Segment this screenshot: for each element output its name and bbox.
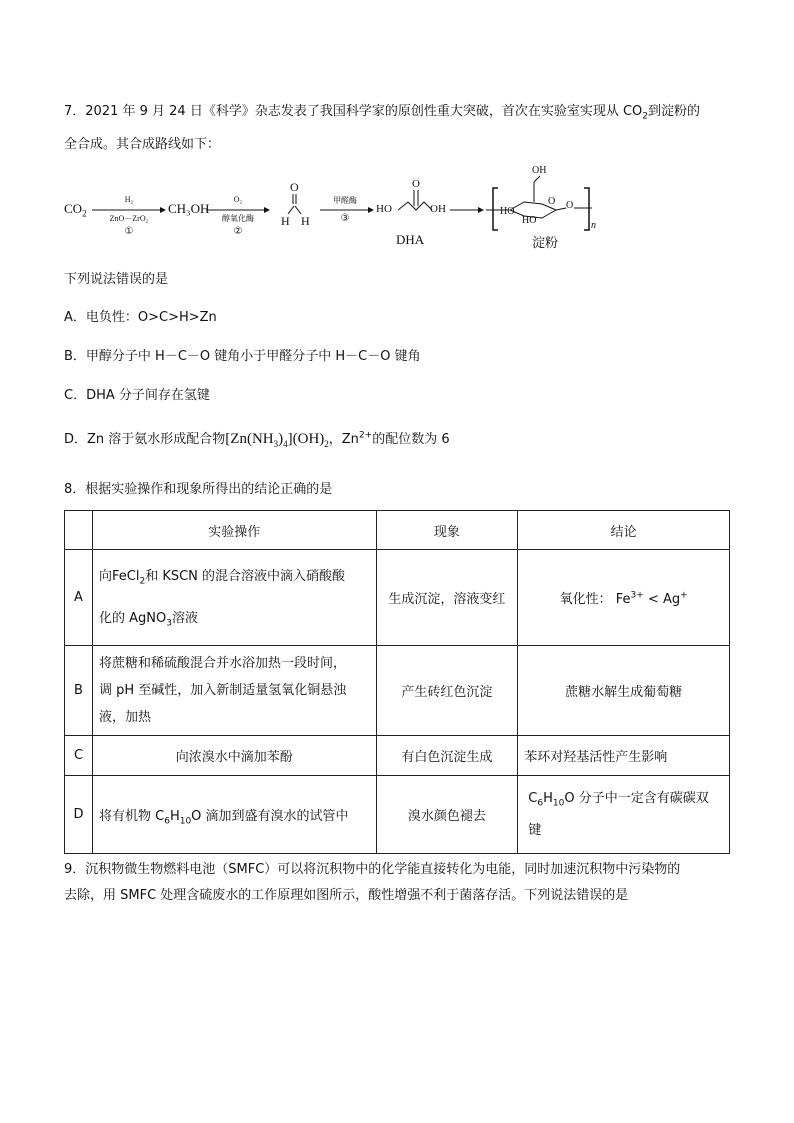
header-phenomenon: 现象 [376, 511, 518, 550]
starch-ho1: HO [500, 206, 515, 217]
row-label: B [65, 646, 93, 736]
arrow1-reagent: H₂ [124, 195, 134, 204]
row-phenomenon: 有白色沉淀生成 [376, 736, 518, 776]
row-operation: 将蔗糖和稀硫酸混合并水浴加热一段时间， 调 pH 至碱性，加入新制适量氢氧化铜悬浊 液，加热 [92, 646, 376, 736]
formaldehyde-o: O [290, 180, 299, 194]
starch-ring-o: O [548, 196, 556, 207]
table-row [65, 736, 730, 776]
scheme-methanol: CH₃OH [168, 201, 210, 216]
row-label: A [65, 550, 93, 646]
table-row [65, 776, 730, 854]
header-conclusion: 结论 [518, 511, 730, 550]
q7-option-d: D．Zn 溶于氨水形成配合物$[Zn(NH_3)_4](OH)_2$，$Zn^{2+}$的配位数为 6 [64, 430, 450, 449]
row-label: D [65, 776, 93, 854]
formaldehyde-h2: H [301, 214, 310, 228]
starch-oh: OH [532, 165, 547, 176]
dha-label: DHA [396, 232, 425, 247]
experiment-table [64, 510, 730, 854]
q7-option-b: B．甲醇分子中 H－C－O 键角小于甲醛分子中 H－C－O 键角 [64, 349, 421, 364]
q7-prompt: 下列说法错误的是 [64, 272, 169, 287]
arrow1-catalyst: ZnO－ZrO₂ [109, 214, 149, 223]
row-label: C [65, 736, 93, 776]
row-phenomenon: 生成沉淀，溶液变红 [376, 550, 518, 646]
table-row [65, 550, 730, 646]
header-blank [65, 511, 93, 550]
dha-o: O [412, 178, 420, 190]
starch-n: n [591, 220, 596, 231]
formaldehyde-h1: H [281, 214, 290, 228]
q7-line2: 全合成。其合成路线如下： [64, 137, 221, 152]
row-operation: 向浓溴水中滴加苯酚 [92, 736, 376, 776]
row-operation: 将有机物 $C_6H_{10}O$ 滴加到盛有溴水的试管中 [92, 776, 376, 854]
q9-line1: 9．沉积物微生物燃料电池（SMFC）可以将沉积物中的化学能直接转化为电能，同时加速沉积物中污染物的 [64, 862, 681, 877]
q7-option-c: C．DHA 分子间存在氢键 [64, 388, 210, 403]
row-phenomenon: 溴水颜色褪去 [376, 776, 518, 854]
arrow2-reagent: O₂ [233, 195, 243, 204]
arrow2-enzyme: 醇氧化酶 [222, 214, 254, 223]
row-operation: 向FeCl$_2$和 KSCN 的混合溶液中滴入硝酸酸 化的 AgNO$_3$溶液 [92, 550, 376, 646]
q9-line2: 去除，用 SMFC 处理含硫废水的工作原理如图所示，酸性增强不利于菌落存活。下列说法错误的是 [64, 888, 629, 903]
starch-label: 淀粉 [532, 236, 559, 251]
starch-link-o: O [566, 200, 574, 211]
row-conclusion: 苯环对羟基活性产生影响 [518, 736, 730, 776]
row-conclusion: 氧化性： $Fe^{3+} < Ag^+$ [518, 550, 730, 646]
dha-ho: HO [376, 203, 392, 215]
table-row [65, 646, 730, 736]
row-phenomenon: 产生砖红色沉淀 [376, 646, 518, 736]
header-operation: 实验操作 [92, 511, 376, 550]
row-conclusion: $C_6H_{10}O$ 分子中一定含有碳碳双 键 [518, 776, 730, 854]
arrow2-step: ② [233, 226, 243, 237]
starch-ho2: HO [522, 215, 537, 226]
q7-option-a: A．电负性：O>C>H>Zn [64, 310, 217, 325]
arrow3-enzyme: 甲醛酶 [333, 196, 357, 205]
arrow3-step: ③ [340, 213, 350, 224]
row-conclusion: 蔗糖水解生成葡萄糖 [518, 646, 730, 736]
table-header-row [65, 511, 730, 550]
q8-title: 8．根据实验操作和现象所得出的结论正确的是 [64, 482, 333, 497]
q7-line1: 7．2021 年 9 月 24 日《科学》杂志发表了我国科学家的原创性重大突破，首次在实验室实现从 $CO_2$到淀粉的 [64, 104, 701, 122]
arrow1-step: ① [124, 226, 134, 237]
dha-oh: OH [430, 203, 446, 215]
scheme-co2: $CO_2$ [64, 201, 87, 219]
